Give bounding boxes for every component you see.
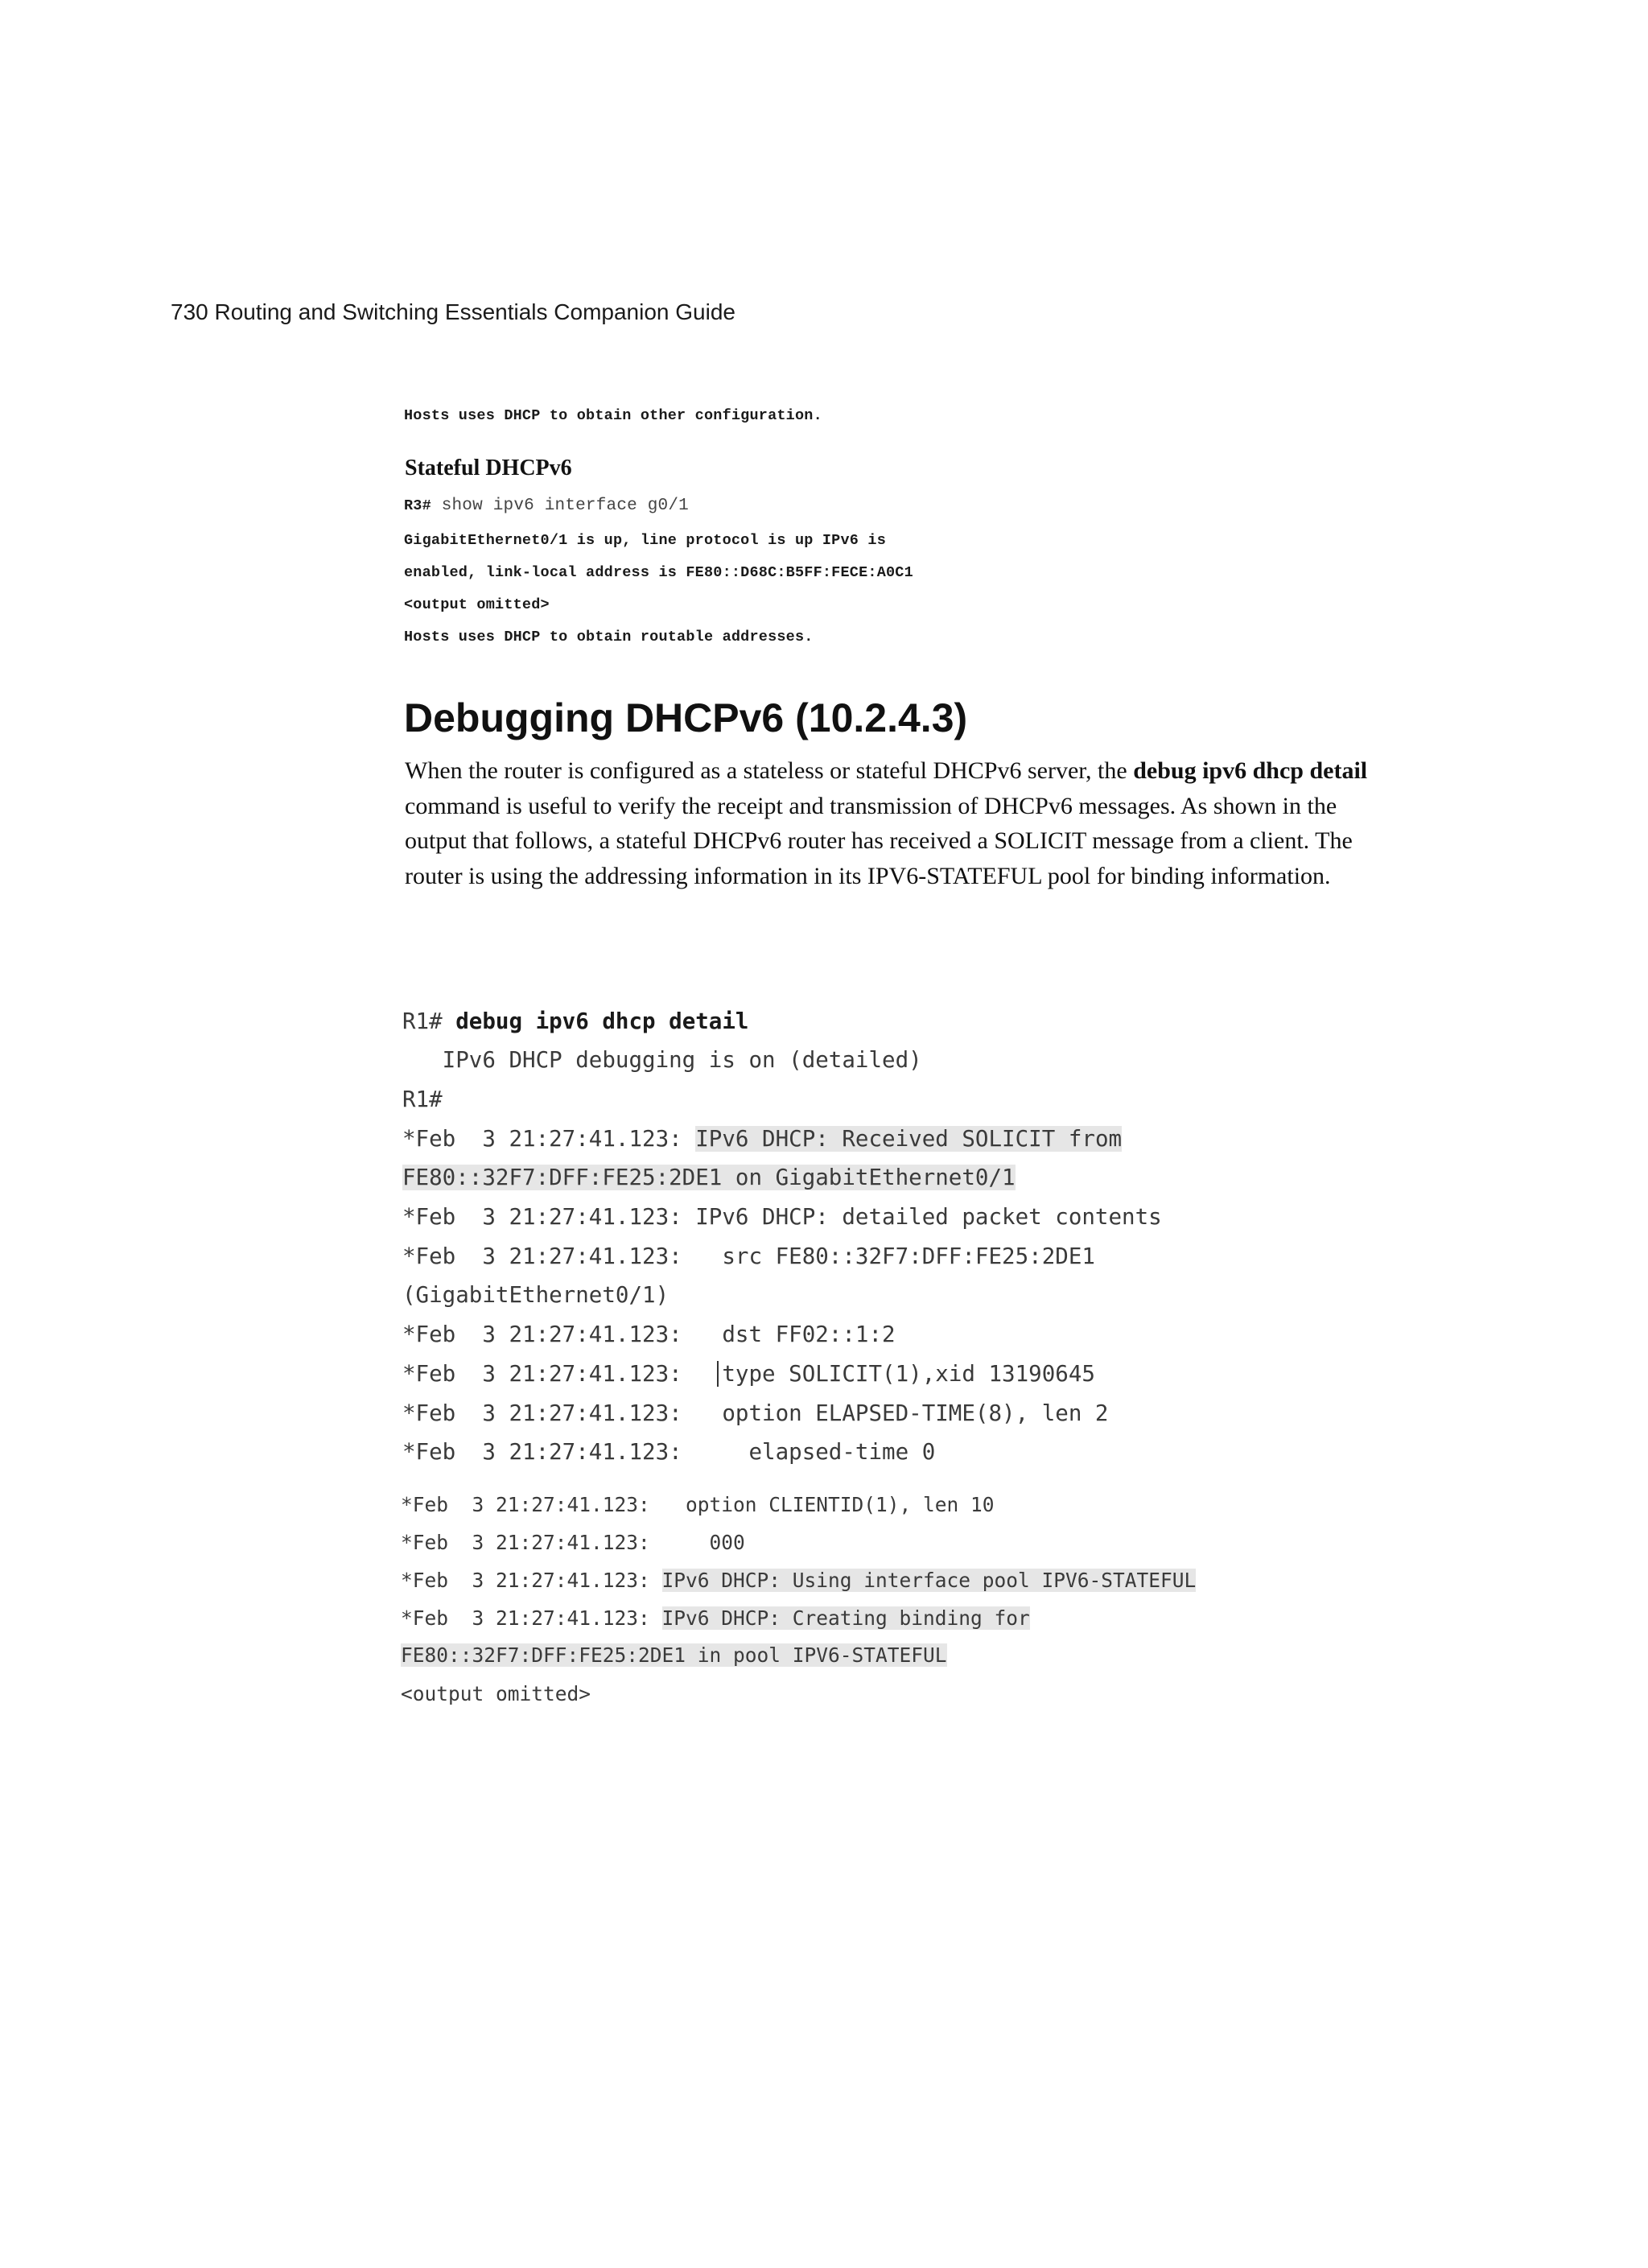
output-line: Hosts uses DHCP to obtain routable addresses. [404,629,814,645]
para-text: When the router is configured as a stateless or stateful DHCPv6 server, the [405,757,1134,784]
terminal-line: *Feb 3 21:27:41.123: src FE80::32F7:DFF:FE25:2DE1 [402,1243,1095,1269]
terminal-line [402,1126,1122,1152]
output-line: enabled, link-local address is FE80::D68C:B5FF:FECE:A0C1 [404,564,913,581]
para-text: command is useful to verify the receipt and transmission of DHCPv6 messages. As shown in the output that follows, a stateful DHCPv6 router has received a SOLICIT message from a client. The router is using the addressing information in its IPV6-STATEFUL pool for binding information. [405,792,1353,889]
prompt: R1# [402,1008,456,1034]
body-paragraph [405,753,1395,893]
command-text: show ipv6 interface g0/1 [431,497,689,515]
timestamp: *Feb 3 21:27:41.123: [401,1606,662,1630]
terminal-line: R1# [402,1087,443,1112]
terminal-line: *Feb 3 21:27:41.123: dst FF02::1:2 [402,1322,896,1347]
terminal-line [401,1569,1196,1592]
highlighted-text: FE80::32F7:DFF:FE25:2DE1 in pool IPV6-STATEFUL [401,1643,947,1667]
highlighted-text: IPv6 DHCP: Creating binding for [661,1606,1030,1630]
prompt: R3# [404,497,431,514]
terminal-line [402,1361,1095,1387]
terminal-line [401,1643,947,1667]
terminal-line: *Feb 3 21:27:41.123: IPv6 DHCP: detailed packet contents [402,1204,1162,1230]
timestamp: *Feb 3 21:27:41.123: [402,1126,696,1152]
page-header: 730 Routing and Switching Essentials Companion Guide [171,299,735,324]
output-line: GigabitEthernet0/1 is up, line protocol is up IPv6 is [404,532,886,549]
output-line: Hosts uses DHCP to obtain other configuration. [404,407,822,424]
terminal-line [402,1008,748,1034]
command-text: debug ipv6 dhcp detail [455,1008,749,1034]
terminal-line [402,1165,1016,1190]
output-line: <output omitted> [404,596,550,613]
command-line [404,497,689,515]
terminal-line: *Feb 3 21:27:41.123: option CLIENTID(1), len 10 [401,1493,995,1516]
highlighted-text: FE80::32F7:DFF:FE25:2DE1 on GigabitEthernet0/1 [402,1165,1016,1190]
para-command: debug ipv6 dhcp detail [1133,757,1368,784]
terminal-line: *Feb 3 21:27:41.123: elapsed-time 0 [402,1439,936,1465]
terminal-line: *Feb 3 21:27:41.123: 000 [401,1531,745,1554]
subsection-heading: Stateful DHCPv6 [405,456,572,480]
output-text: type SOLICIT(1),xid 13190645 [717,1361,1095,1387]
timestamp: *Feb 3 21:27:41.123: [401,1569,662,1592]
terminal-line: *Feb 3 21:27:41.123: option ELAPSED-TIME(8), len 2 [402,1400,1109,1426]
section-title: Debugging DHCPv6 (10.2.4.3) [404,695,968,740]
terminal-line: <output omitted> [401,1682,591,1705]
highlighted-text: IPv6 DHCP: Received SOLICIT from [695,1126,1123,1152]
terminal-line [401,1606,1030,1630]
timestamp: *Feb 3 21:27:41.123: [402,1361,723,1387]
terminal-line: IPv6 DHCP debugging is on (detailed) [402,1047,922,1073]
highlighted-text: IPv6 DHCP: Using interface pool IPV6-STATEFUL [661,1569,1197,1592]
terminal-line: (GigabitEthernet0/1) [402,1282,670,1308]
